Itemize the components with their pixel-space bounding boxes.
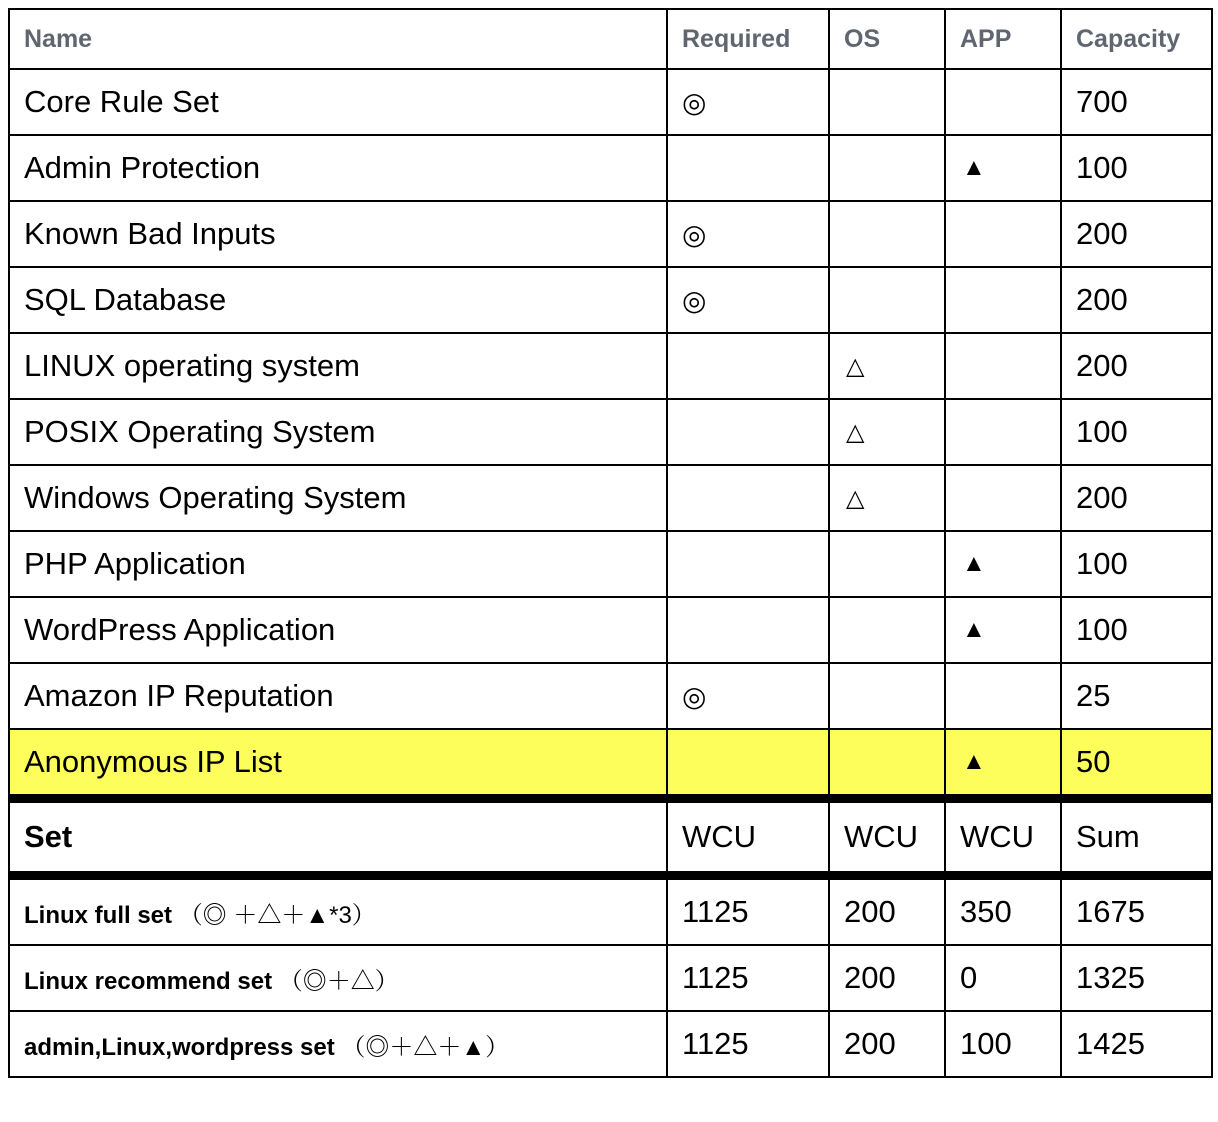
rule-name: POSIX Operating System bbox=[9, 399, 667, 465]
app-mark bbox=[945, 69, 1061, 135]
table-row bbox=[9, 663, 1212, 729]
table-row bbox=[9, 201, 1212, 267]
rule-name: WordPress Application bbox=[9, 597, 667, 663]
set-app-wcu: 100 bbox=[945, 1011, 1061, 1077]
set-header-os: WCU bbox=[829, 799, 945, 876]
rule-name: Known Bad Inputs bbox=[9, 201, 667, 267]
capacity-value: 200 bbox=[1061, 201, 1212, 267]
waf-rule-table bbox=[8, 8, 1213, 1078]
set-name-cell bbox=[9, 1011, 667, 1077]
os-mark bbox=[829, 531, 945, 597]
required-mark bbox=[667, 729, 829, 799]
set-row bbox=[9, 945, 1212, 1011]
capacity-value: 200 bbox=[1061, 465, 1212, 531]
rule-name: Windows Operating System bbox=[9, 465, 667, 531]
required-mark bbox=[667, 465, 829, 531]
os-mark bbox=[829, 135, 945, 201]
set-required-wcu: 1125 bbox=[667, 1011, 829, 1077]
table-row bbox=[9, 465, 1212, 531]
capacity-value: 200 bbox=[1061, 333, 1212, 399]
table-row bbox=[9, 267, 1212, 333]
set-name: admin,Linux,wordpress set bbox=[24, 1033, 342, 1061]
table-row bbox=[9, 69, 1212, 135]
os-mark bbox=[829, 267, 945, 333]
capacity-value: 50 bbox=[1061, 729, 1212, 799]
rule-name: Core Rule Set bbox=[9, 69, 667, 135]
os-mark bbox=[829, 597, 945, 663]
set-sum: 1425 bbox=[1061, 1011, 1212, 1077]
capacity-value: 700 bbox=[1061, 69, 1212, 135]
required-mark: ◎ bbox=[667, 69, 829, 135]
header-required: Required bbox=[667, 9, 829, 69]
set-header-label: Set bbox=[9, 799, 667, 876]
app-mark: ▲ bbox=[945, 135, 1061, 201]
set-header-required: WCU bbox=[667, 799, 829, 876]
table-row bbox=[9, 399, 1212, 465]
app-mark bbox=[945, 333, 1061, 399]
capacity-value: 100 bbox=[1061, 135, 1212, 201]
set-row bbox=[9, 876, 1212, 946]
set-name-cell bbox=[9, 876, 667, 946]
rule-name: Amazon IP Reputation bbox=[9, 663, 667, 729]
set-name-cell bbox=[9, 945, 667, 1011]
table-row bbox=[9, 531, 1212, 597]
header-os: OS bbox=[829, 9, 945, 69]
app-mark bbox=[945, 399, 1061, 465]
os-mark bbox=[829, 663, 945, 729]
os-mark bbox=[829, 69, 945, 135]
capacity-value: 200 bbox=[1061, 267, 1212, 333]
rule-name: LINUX operating system bbox=[9, 333, 667, 399]
table-row bbox=[9, 597, 1212, 663]
required-mark bbox=[667, 399, 829, 465]
required-mark bbox=[667, 135, 829, 201]
set-app-wcu: 0 bbox=[945, 945, 1061, 1011]
set-header-row bbox=[9, 799, 1212, 876]
set-row bbox=[9, 1011, 1212, 1077]
set-formula: （◎＋△＋▲） bbox=[341, 1033, 510, 1061]
required-mark bbox=[667, 333, 829, 399]
header-app: APP bbox=[945, 9, 1061, 69]
app-mark: ▲ bbox=[945, 531, 1061, 597]
set-header-sum: Sum bbox=[1061, 799, 1212, 876]
app-mark bbox=[945, 267, 1061, 333]
table-row bbox=[9, 135, 1212, 201]
required-mark: ◎ bbox=[667, 267, 829, 333]
set-sum: 1325 bbox=[1061, 945, 1212, 1011]
header-capacity: Capacity bbox=[1061, 9, 1212, 69]
app-mark bbox=[945, 465, 1061, 531]
set-os-wcu: 200 bbox=[829, 945, 945, 1011]
os-mark: △ bbox=[829, 333, 945, 399]
rule-name: Anonymous IP List bbox=[9, 729, 667, 799]
os-mark: △ bbox=[829, 465, 945, 531]
capacity-value: 100 bbox=[1061, 399, 1212, 465]
set-name: Linux recommend set bbox=[24, 967, 279, 995]
rule-name: SQL Database bbox=[9, 267, 667, 333]
app-mark: ▲ bbox=[945, 729, 1061, 799]
capacity-value: 100 bbox=[1061, 531, 1212, 597]
set-name: Linux full set bbox=[24, 901, 179, 929]
set-required-wcu: 1125 bbox=[667, 945, 829, 1011]
set-formula: （◎ ＋△＋▲*3） bbox=[178, 901, 376, 929]
set-sum: 1675 bbox=[1061, 876, 1212, 946]
required-mark bbox=[667, 531, 829, 597]
app-mark bbox=[945, 663, 1061, 729]
table-row-highlighted bbox=[9, 729, 1212, 799]
header-row bbox=[9, 9, 1212, 69]
required-mark: ◎ bbox=[667, 663, 829, 729]
set-required-wcu: 1125 bbox=[667, 876, 829, 946]
required-mark: ◎ bbox=[667, 201, 829, 267]
app-mark bbox=[945, 201, 1061, 267]
set-os-wcu: 200 bbox=[829, 1011, 945, 1077]
set-formula: （◎＋△） bbox=[278, 967, 399, 995]
set-app-wcu: 350 bbox=[945, 876, 1061, 946]
os-mark: △ bbox=[829, 399, 945, 465]
set-header-app: WCU bbox=[945, 799, 1061, 876]
app-mark: ▲ bbox=[945, 597, 1061, 663]
capacity-value: 100 bbox=[1061, 597, 1212, 663]
table-row bbox=[9, 333, 1212, 399]
rule-name: PHP Application bbox=[9, 531, 667, 597]
set-os-wcu: 200 bbox=[829, 876, 945, 946]
capacity-value: 25 bbox=[1061, 663, 1212, 729]
os-mark bbox=[829, 729, 945, 799]
rule-name: Admin Protection bbox=[9, 135, 667, 201]
required-mark bbox=[667, 597, 829, 663]
os-mark bbox=[829, 201, 945, 267]
header-name: Name bbox=[9, 9, 667, 69]
